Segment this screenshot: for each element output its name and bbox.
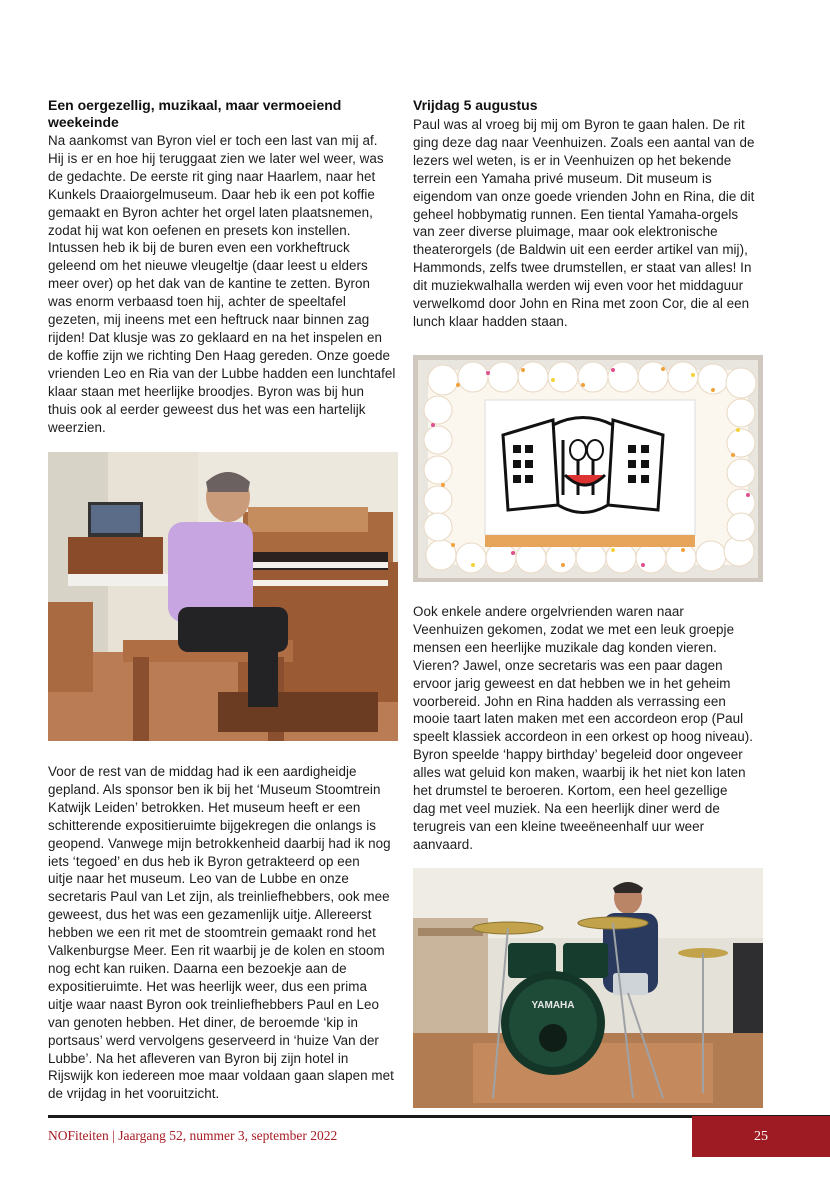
footer-publication: NOFiteiten | Jaargang 52, nummer 3, september 2022 [48, 1128, 338, 1143]
left-paragraph-1: Na aankomst van Byron viel er toch een last van mij af. Hij is er en hoe hij teruggaat zien we later wel weer, was de gedachte. De eerste rit ging naar Haarlem, naar het Kunkels Draaiorgelmuseum. Daar heb ik een pot koffie gemaakt en Byron achter het orgel laten plaatsnemen, zodat hij wat kon oefenen en presets kon instellen. Intussen heb ik bij de buren even een vorkheftruck geleend om het nieuwe vleugeltje (daar leest u elders meer over) op het dak van de kantine te zetten. Byron was enorm verbaasd toen hij, achter de speeltafel gezeten, mij ineens met een heftruck naar binnen zag rijden! Dat klusje was zo geklaard en na het inspelen en de koffie zijn we richting Den Haag gereden. Onze goede vrienden Leo en Ria van der Lubbe hadden een lunchtafel klaar staan met heerlijke broodjes. Byron was bij hun thuis ook al eerder geweest dus het was een hartelijk weerzien. [48, 133, 396, 435]
day-heading: Vrijdag 5 augustus [413, 97, 538, 113]
right-paragraph-2: Ook enkele andere orgelvrienden waren naar Veenhuizen gekomen, zodat we met een leuk groepje mensen een heerlijke muzikale dag konden vieren. Vieren? Jawel, onze secretaris was een paar dagen ervoor jarig geweest en dat hebben we in het geheim voorbereid. John en Rina hadden als verrassing een mooie taart laten maken met een accordeon erop (Paul speelt klassiek accordeon in een orkest op hoog niveau). Byron speelde ‘happy birthday’ begeleid door ongeveer alles wat geluid kon maken, waarbij ik het niet kon laten het drumstel te beroeren. Kortom, een heel gezellige dag met veel muziek. Na een heerlijk diner werd de terugreis van een kleine tweeëneenhalf uur weer aanvaard. [413, 604, 754, 852]
page-number: 25 [754, 1128, 768, 1144]
article-heading: Een oergezellig, muzikaal, maar vermoeiend weekeinde [48, 97, 342, 130]
page-number-box [692, 1116, 830, 1157]
right-paragraph-1: Paul was al vroeg bij mij om Byron te gaan halen. De rit ging deze dag naar Veenhuizen. Zoals een aantal van de lezers wel weten, is er in Veenhuizen op het bekende terrein een Yamaha privé museum. Dit museum is eigendom van onze goede vrienden John en Rina, die dit geheel hobbymatig runnen. Een tiental Yamaha-orgels van zeer diverse pluimage, maar ook elektronische theaterorgels (de Baldwin uit een eerder artikel van mij), Hammonds, zelfs twee drumstellen, er staat van alles! In dit muziekwalhalla werden wij even voor het middaguur verwelkomd door John en Rina met zoon Cor, die al een lunch klaar hadden staan. [413, 117, 755, 329]
drum-photo [413, 868, 763, 1108]
organ-photo [48, 452, 398, 741]
cake-photo [413, 355, 763, 582]
drum-brand-label: YAMAHA [531, 1000, 575, 1011]
left-paragraph-2: Voor de rest van de middag had ik een aardigheidje gepland. Als sponsor ben ik bij het ‘Museum Stoomtrein Katwijk Leiden’ betrokken. Het museum heeft er een schitterende expositieruimte bijgekregen die onlangs is geopend. Vanwege mijn betrokkenheid daarbij had ik nog iets ‘tegoed’ en dus heb ik Byron getrakteerd op een uitje naar het museum. Leo van de Lubbe en onze secretaris Paul van Let zijn, als treinliefhebbers, ook mee geweest, dus het was een gezamenlijk uitje. Allereerst hebben we een rit met de stoomtrein gemaakt rond het Valkenburgse Meer. Een rit waarbij je de kolen en stoom nog echt kan ruiken. Daarna een bezoekje aan de expositieruimte. Het was heerlijk weer, dus een prima uitje waar naast Byron ook treinliefhebbers Paul en Leo van genoten hebben. Het diner, de beroemde ‘kip in portsaus’ werd vervolgens geserveerd in ‘huize Van der Lubbe’. Na het afleveren van Byron bij zijn hotel in Rijswijk kon iedereen moe maar voldaan gaan slapen met de vrijdag in het vooruitzicht. [48, 764, 394, 1102]
